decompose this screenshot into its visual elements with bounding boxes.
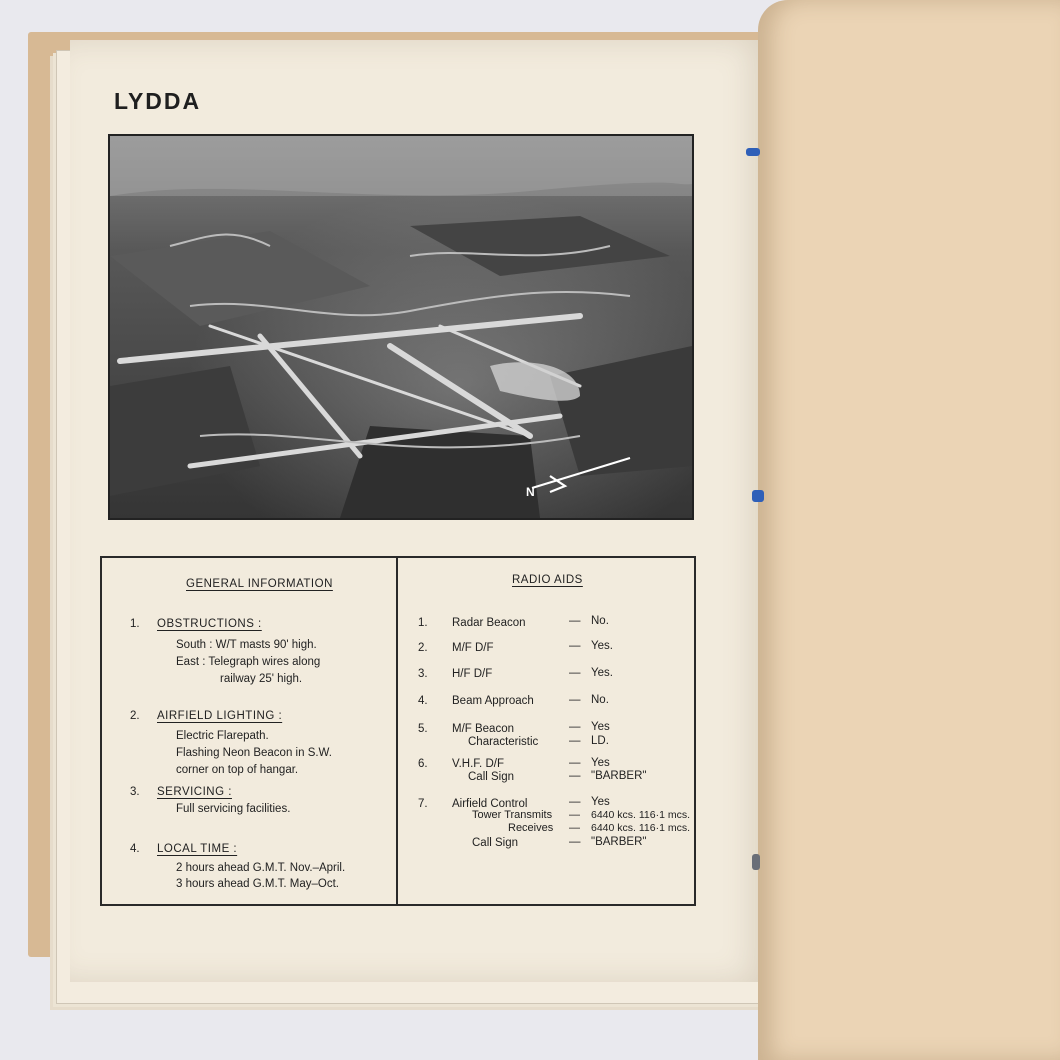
radio-aid-dash: —	[569, 667, 581, 679]
section-number: 1.	[130, 618, 140, 630]
radio-aid-sub-value: "BARBER"	[591, 770, 647, 782]
radio-aid-dash: —	[569, 694, 581, 706]
radio-aid-label: Radar Beacon	[452, 617, 526, 629]
section-number: 2.	[130, 710, 140, 722]
radio-aid-label: Beam Approach	[452, 695, 534, 707]
section-line: Full servicing facilities.	[176, 803, 291, 815]
radio-aid-dash: —	[569, 640, 581, 652]
binding-thread	[746, 148, 760, 156]
section-line: corner on top of hangar.	[176, 764, 299, 776]
section-title-obstructions: OBSTRUCTIONS :	[157, 618, 262, 630]
radio-aid-sub-value: 6440 kcs. 116·1 mcs.	[591, 809, 691, 821]
radio-aid-sub-value: LD.	[591, 735, 609, 747]
section-number: 4.	[130, 843, 140, 855]
radio-aid-dash: —	[569, 809, 580, 821]
radio-aid-sub-value: "BARBER"	[591, 836, 647, 848]
radio-aid-value: No.	[591, 694, 609, 706]
binding-thread	[752, 490, 764, 502]
aerial-photograph	[108, 134, 694, 520]
radio-aid-number: 6.	[418, 758, 428, 770]
radio-aid-value: Yes	[591, 796, 610, 808]
section-line: 2 hours ahead G.M.T. Nov.–April.	[176, 862, 346, 874]
radio-aid-dash: —	[569, 836, 581, 848]
radio-aid-number: 4.	[418, 695, 428, 707]
radio-aid-label: M/F D/F	[452, 642, 494, 654]
radio-aid-sub-label: Tower Transmits	[472, 809, 553, 821]
radio-aid-label: M/F Beacon	[452, 723, 514, 735]
section-line: Flashing Neon Beacon in S.W.	[176, 747, 332, 759]
radio-aid-sub-label: Receives	[508, 822, 554, 834]
radio-aid-number: 2.	[418, 642, 428, 654]
section-line: South : W/T masts 90' high.	[176, 639, 317, 651]
radio-aid-value: Yes.	[591, 667, 613, 679]
north-arrow-label: N	[526, 485, 535, 499]
radio-aid-sub-value: 6440 kcs. 116·1 mcs.	[591, 822, 691, 834]
general-information-heading: GENERAL INFORMATION	[186, 578, 333, 590]
section-title-local-time: LOCAL TIME :	[157, 843, 238, 855]
section-title-servicing: SERVICING :	[157, 786, 232, 798]
radio-aid-dash: —	[569, 721, 581, 733]
radio-aid-dash: —	[569, 822, 580, 834]
airfield-info-table	[100, 556, 696, 906]
radio-aid-label: Airfield Control	[452, 798, 528, 810]
section-title-airfield-lighting: AIRFIELD LIGHTING :	[157, 710, 283, 722]
binding-thread	[752, 854, 760, 870]
radio-aid-label: H/F D/F	[452, 668, 493, 680]
radio-aid-label: V.H.F. D/F	[452, 758, 504, 770]
column-divider	[396, 558, 398, 904]
radio-aid-sub-label: Call Sign	[472, 837, 519, 849]
radio-aid-dash: —	[569, 735, 581, 747]
right-blank-page	[758, 0, 1060, 1060]
radio-aid-dash: —	[569, 796, 581, 808]
radio-aid-value: Yes	[591, 757, 610, 769]
radio-aid-number: 7.	[418, 798, 428, 810]
radio-aids-heading: RADIO AIDS	[512, 574, 583, 586]
radio-aid-value: No.	[591, 615, 609, 627]
radio-aid-number: 5.	[418, 723, 428, 735]
radio-aid-number: 3.	[418, 668, 428, 680]
section-line: 3 hours ahead G.M.T. May–Oct.	[176, 878, 339, 890]
radio-aid-dash: —	[569, 770, 581, 782]
section-number: 3.	[130, 786, 140, 798]
section-line: railway 25' high.	[220, 673, 303, 685]
radio-aid-value: Yes	[591, 721, 610, 733]
radio-aid-dash: —	[569, 615, 581, 627]
page-title: LYDDA	[114, 88, 202, 114]
radio-aid-value: Yes.	[591, 640, 613, 652]
section-line: Electric Flarepath.	[176, 730, 269, 742]
section-line: East : Telegraph wires along	[176, 656, 321, 668]
radio-aid-sub-label: Call Sign	[468, 771, 515, 783]
radio-aid-number: 1.	[418, 617, 428, 629]
radio-aid-dash: —	[569, 757, 581, 769]
radio-aid-sub-label: Characteristic	[468, 736, 539, 748]
